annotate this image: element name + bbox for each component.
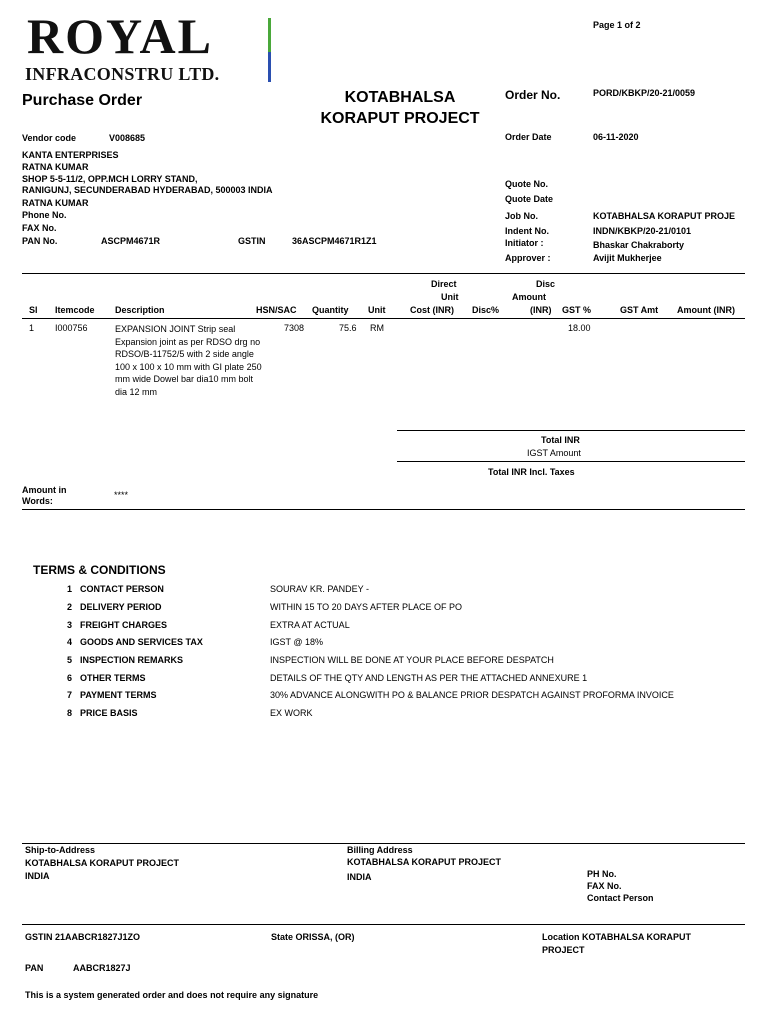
vendor-name: KANTA ENTERPRISES: [22, 150, 119, 160]
divider-totals: [397, 430, 745, 431]
vendor-code-label: Vendor code: [22, 133, 77, 143]
row-description: EXPANSION JOINT Strip seal Expansion joint as per RDSO drg no RDSO/B-11752/5 with 2 side angle 100 x 100 x 10 mm with GI plate 250 mm wide Dowel bar dia10 mm bolt dia 12 mm: [115, 324, 262, 397]
footer-pan-label: PAN: [25, 963, 44, 973]
vendor-phone-label: Phone No.: [22, 210, 67, 220]
vendor-contact: RATNA KUMAR: [22, 162, 89, 172]
divider-gstin: [22, 924, 745, 925]
quote-date-label: Quote Date: [505, 194, 554, 204]
term-number: 7: [66, 690, 72, 700]
system-note: This is a system generated order and does not require any signature: [25, 990, 319, 1000]
row-sl: 1: [29, 323, 35, 333]
term-label: OTHER TERMS: [80, 673, 146, 683]
row-quantity: 75.6: [339, 323, 357, 333]
vendor-address-2: RANIGUNJ, SECUNDERABAD HYDERABAD, 500003 INDIA: [22, 185, 273, 195]
footer-location-1: Location KOTABHALSA KORAPUT: [542, 932, 691, 942]
quote-no-label: Quote No.: [505, 179, 548, 189]
col-description: Description: [115, 305, 165, 315]
billing-label: Billing Address: [347, 845, 413, 855]
vendor-fax-label: FAX No.: [22, 223, 57, 233]
vendor-contact-2: RATNA KUMAR: [22, 198, 89, 208]
project-line-1: KOTABHALSA: [344, 89, 456, 106]
approver-value: Avijit Mukherjee: [593, 253, 662, 263]
term-value: SOURAV KR. PANDEY -: [270, 584, 370, 594]
fax-no-label: FAX No.: [587, 881, 622, 891]
term-number: 6: [66, 673, 72, 683]
term-label: FREIGHT CHARGES: [80, 620, 168, 630]
col-disc-amt-2: Amount: [512, 292, 546, 302]
job-no-label: Job No.: [505, 211, 538, 221]
total-incl-taxes-label: Total INR Incl. Taxes: [488, 467, 575, 477]
row-unit: RM: [370, 323, 384, 333]
col-unit: Unit: [368, 305, 386, 315]
approver-label: Approver :: [505, 253, 551, 263]
term-label: CONTACT PERSON: [80, 584, 164, 594]
term-value: EX WORK: [270, 708, 313, 718]
term-value: IGST @ 18%: [270, 637, 323, 647]
vendor-gstin-value: 36ASCPM4671R1Z1: [292, 236, 377, 246]
order-no-label: Order No.: [505, 88, 561, 102]
row-itemcode: I000756: [55, 323, 88, 333]
footer-pan-value: AABCR1827J: [73, 963, 131, 973]
ship-to-label: Ship-to-Address: [25, 845, 96, 855]
col-hsn: HSN/SAC: [256, 305, 297, 315]
vendor-pan-label: PAN No.: [22, 236, 58, 246]
col-unit-cost-1: Direct: [431, 279, 457, 289]
term-number: 3: [66, 620, 72, 630]
ship-to-line-2: INDIA: [25, 871, 50, 881]
term-number: 1: [66, 584, 72, 594]
billing-line-1: KOTABHALSA KORAPUT PROJECT: [347, 857, 502, 867]
order-no-value: PORD/KBKP/20-21/0059: [593, 88, 696, 98]
total-inr-label: Total INR: [541, 435, 580, 445]
col-sl: Sl: [29, 305, 38, 315]
col-itemcode: Itemcode: [55, 305, 95, 315]
divider-words: [22, 509, 745, 510]
term-value: 30% ADVANCE ALONGWITH PO & BALANCE PRIOR DESPATCH AGAINST PROFORMA INVOICE: [270, 690, 674, 700]
initiator-label: Initiator :: [505, 238, 544, 248]
divider-header: [22, 318, 745, 319]
term-value: DETAILS OF THE QTY AND LENGTH AS PER THE ATTACHED ANNEXURE 1: [270, 673, 588, 683]
initiator-value: Bhaskar Chakraborty: [593, 240, 685, 250]
indent-no-label: Indent No.: [505, 226, 549, 236]
indent-no-value: INDN/KBKP/20-21/0101: [593, 226, 692, 236]
term-value: WITHIN 15 TO 20 DAYS AFTER PLACE OF PO: [270, 602, 463, 612]
divider-top: [22, 273, 745, 274]
logo-subtitle: INFRACONSTRU LTD.: [25, 64, 220, 84]
project-line-2: KORAPUT PROJECT: [320, 110, 480, 127]
term-number: 5: [66, 655, 72, 665]
order-date-label: Order Date: [505, 132, 552, 142]
vendor-gstin-label: GSTIN: [238, 236, 266, 246]
term-number: 4: [66, 637, 72, 647]
row-gst-pct: 18.00: [568, 323, 591, 333]
term-label: PAYMENT TERMS: [80, 690, 157, 700]
col-disc-pct: Disc%: [472, 305, 500, 315]
col-gst-pct: GST %: [562, 305, 592, 315]
vendor-address-1: SHOP 5-5-11/2, OPP.MCH LORRY STAND,: [22, 174, 198, 184]
term-number: 8: [66, 708, 72, 718]
footer-location-2: PROJECT: [542, 945, 585, 955]
footer-gstin: GSTIN 21AABCR1827J1ZO: [25, 932, 141, 942]
col-unit-cost-3: Cost (INR): [410, 305, 454, 315]
order-date-value: 06-11-2020: [593, 132, 639, 142]
term-label: GOODS AND SERVICES TAX: [80, 637, 203, 647]
col-disc-amt-1: Disc: [536, 279, 556, 289]
col-quantity: Quantity: [312, 305, 349, 315]
vendor-code-value: V008685: [109, 133, 146, 143]
logo-green-bar: [268, 18, 271, 52]
job-no-value: KOTABHALSA KORAPUT PROJE: [593, 211, 736, 221]
vendor-pan-value: ASCPM4671R: [101, 236, 161, 246]
ph-no-label: PH No.: [587, 869, 617, 879]
term-number: 2: [66, 602, 72, 612]
logo-blue-bar: [268, 52, 271, 82]
amount-in-words-label: Amount in Words:: [22, 485, 67, 506]
term-value: EXTRA AT ACTUAL: [270, 620, 350, 630]
project-title: [300, 87, 500, 129]
terms-title: TERMS & CONDITIONS: [33, 563, 166, 577]
igst-amount-label: IGST Amount: [527, 448, 581, 458]
footer-state: State ORISSA, (OR): [271, 932, 355, 942]
term-label: INSPECTION REMARKS: [80, 655, 184, 665]
term-label: DELIVERY PERIOD: [80, 602, 162, 612]
divider-igst: [397, 461, 745, 462]
document-title: Purchase Order: [22, 92, 143, 109]
ship-to-line-1: KOTABHALSA KORAPUT PROJECT: [25, 858, 180, 868]
divider-footer: [22, 843, 745, 844]
col-amount: Amount (INR): [677, 305, 735, 315]
term-label: PRICE BASIS: [80, 708, 138, 718]
billing-line-2: INDIA: [347, 872, 372, 882]
col-disc-amt-3: (INR): [530, 305, 552, 315]
amount-in-words-value: ****: [114, 490, 129, 500]
row-hsn: 7308: [284, 323, 305, 333]
page-number: Page 1 of 2: [593, 20, 641, 30]
logo-wordmark: ROYAL: [27, 8, 213, 64]
col-unit-cost-2: Unit: [441, 292, 459, 302]
term-value: INSPECTION WILL BE DONE AT YOUR PLACE BEFORE DESPATCH: [270, 655, 554, 665]
col-gst-amt: GST Amt: [620, 305, 659, 315]
contact-person-label: Contact Person: [587, 893, 654, 903]
